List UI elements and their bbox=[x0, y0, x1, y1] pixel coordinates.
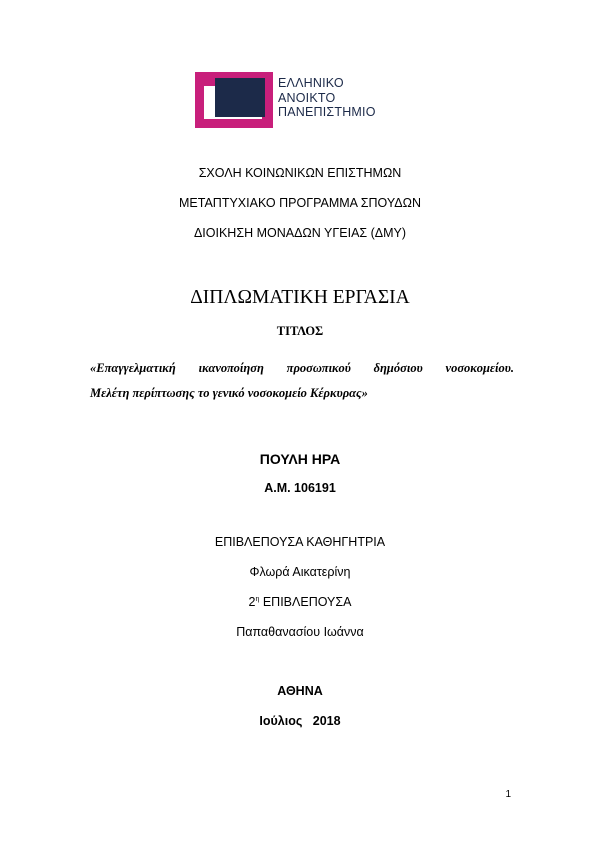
second-supervisor-label-text: ΕΠΙΒΛΕΠΟΥΣΑ bbox=[259, 595, 352, 609]
ordinal-number: 2 bbox=[248, 595, 256, 609]
date: Ιούλιος 2018 bbox=[259, 714, 341, 728]
second-supervisor-label bbox=[0, 595, 600, 609]
logo-line-1: ΕΛΛΗΝΙΚΟ bbox=[278, 76, 344, 90]
ordinal-suffix: η bbox=[255, 595, 260, 603]
logo-line-3: ΠΑΝΕΠΙΣΤΗΜΙΟ bbox=[278, 105, 376, 119]
program-name: ΜΕΤΑΠΤΥΧΙΑΚΟ ΠΡΟΓΡΑΜΜΑ ΣΠΟΥΔΩΝ bbox=[179, 196, 421, 210]
supervisor-label: ΕΠΙΒΛΕΠΟΥΣΑ ΚΑΘΗΓΗΤΡΙΑ bbox=[214, 535, 386, 549]
second-supervisor-name: Παπαθανασίου Ιωάννα bbox=[236, 625, 364, 639]
title-label: ΤΙΤΛΟΣ bbox=[276, 324, 324, 338]
thesis-title bbox=[90, 356, 514, 406]
page-number: 1 bbox=[505, 789, 511, 800]
logo-mark-icon bbox=[195, 72, 273, 128]
logo-text bbox=[278, 76, 376, 120]
thesis-title-line-2: Μελέτη περίπτωσης το γενικό νοσοκομείο Κέρκυρας» bbox=[90, 386, 368, 400]
registration-number: Α.Μ. 106191 bbox=[264, 481, 336, 495]
logo-line-2: ΑΝΟΙΚΤΟ bbox=[278, 90, 336, 105]
thesis-title-line-1: «Επαγγελματική ικανοποίηση προσωπικού δημόσιου νοσοκομείου. bbox=[90, 361, 514, 375]
supervisor-name: Φλωρά Αικατερίνη bbox=[249, 565, 351, 579]
school-name: ΣΧΟΛΗ ΚΟΙΝΩΝΙΚΩΝ ΕΠΙΣΤΗΜΩΝ bbox=[198, 166, 402, 180]
university-logo bbox=[195, 72, 415, 130]
author-name: ΠΟΥΛΗ ΗΡΑ bbox=[259, 451, 341, 467]
specialization-name: ΔΙΟΙΚΗΣΗ ΜΟΝΑΔΩΝ ΥΓΕΙΑΣ (ΔΜΥ) bbox=[193, 226, 407, 240]
thesis-heading: ΔΙΠΛΩΜΑΤΙΚΗ ΕΡΓΑΣΙΑ bbox=[190, 287, 410, 308]
city: ΑΘΗΝΑ bbox=[277, 684, 323, 698]
